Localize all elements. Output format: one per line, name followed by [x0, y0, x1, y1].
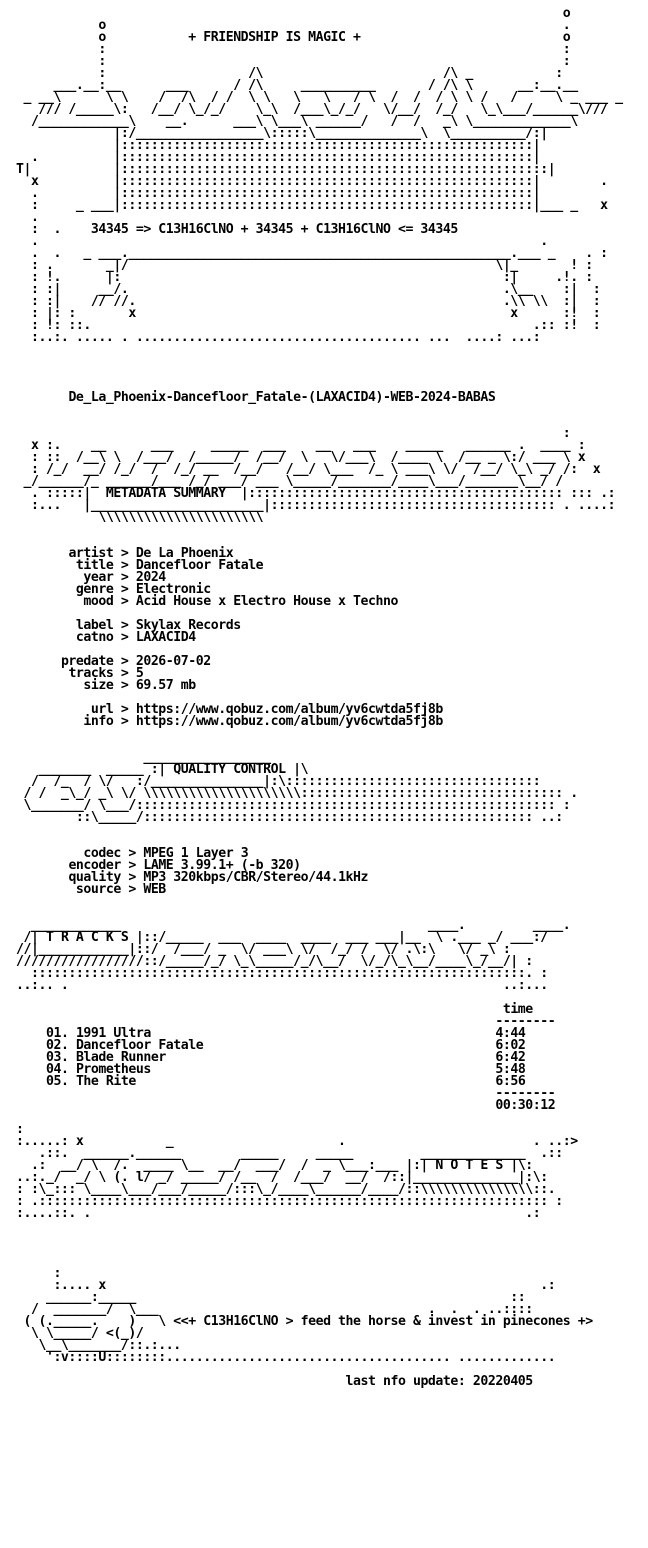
quality-art-5: \_______/ \___/:::::::::::::::::::::::::::::::::::::::::::::::::::::::: : — [16, 798, 571, 813]
pad — [16, 714, 83, 729]
track-time-4: 5:48 — [495, 1062, 526, 1077]
track-title-3: Blade Runner — [75, 1050, 166, 1065]
header-art-line: |:/_________________\:::::\______________\ \__________/:| — [16, 126, 548, 141]
footer-art-1: : — [16, 1266, 61, 1281]
metadata-art-line: \\\\\\\\\\\\\\\\\\\\\\ — [16, 510, 264, 525]
metadata-art-line: :... |_______________________|:::::::::::::::::::::::::::::::::::::: . ....: — [16, 498, 616, 513]
footer-art-8: ':v::::U::::::::...................................... ............. — [16, 1350, 556, 1365]
header-art-line: o — [16, 6, 571, 21]
genre-label: genre — [75, 582, 114, 597]
last-update: last nfo update: 20220405 — [345, 1374, 533, 1389]
quality-label: quality — [68, 870, 121, 885]
info-link[interactable]: https://www.qobuz.com/album/yv6cwtda5fj8b — [135, 714, 443, 729]
notes-art-4: .: __/ \ /. ____ \__ __/ ___/ / _ \___:___ |:| — [16, 1158, 436, 1173]
lower-art-line: . . _ ___.___________________________________________________.___ _ . : — [16, 246, 608, 261]
track-title-1: 1991 Ultra — [75, 1026, 151, 1041]
catno-label: catno — [75, 630, 114, 645]
tracks-title: T R A C K S — [45, 930, 129, 945]
genre-value: Electronic — [135, 582, 211, 597]
notes-art-8: :....::. . .: — [16, 1206, 541, 1221]
url-link[interactable]: https://www.qobuz.com/album/yv6cwtda5fj8b — [135, 702, 443, 717]
tracks-label: tracks — [68, 666, 114, 681]
quality-art-2b: |\ — [285, 762, 309, 777]
header-art-line: : _ ___|:::::::::::::::::::::::::::::::::::::::::::::::::::::::|___ _ x — [16, 198, 608, 213]
lower-art-line: . . — [16, 234, 548, 249]
footer-art-2: :.... x .: — [16, 1278, 556, 1293]
encoder-label: encoder — [68, 858, 121, 873]
year-label: year — [83, 570, 114, 585]
quality-art-3: / /_ / \/ :/_______________|:\:::::::::::::::::::::::::::::::::: — [16, 774, 541, 789]
header-art-line: ___.__:__ ___ / /\ __________ / /\ \ __:__.__ — [16, 78, 578, 93]
release-indent — [16, 390, 68, 405]
header-art-line: _ __\ \ \ / /\ / / \ \ \ \ / \ / / / \ \ / / \ _ ___ _ — [16, 90, 623, 105]
quality-value: MP3 320kbps/CBR/Stereo/44.1kHz — [143, 870, 369, 885]
quality-title: QUALITY CONTROL — [173, 762, 286, 777]
tracks-art-2b: |::/_____ ___ ____ ____ ___ ___|__ \ .___ _/ ___:/ — [128, 930, 548, 945]
mood-label: mood — [83, 594, 114, 609]
metadata-title-row: . :::::| — [16, 486, 106, 501]
header-art-line: T| |:::::::::::::::::::::::::::::::::::::::::::::::::::::::::| — [16, 162, 556, 177]
metadata-art-line: x :. __ ___ _____ ___ __ ___ _____ ______ . ____ : — [16, 438, 586, 453]
lower-art-line: : . _|/ \|_ ! : — [16, 258, 593, 273]
header-art-line: . |:::::::::::::::::::::::::::::::::::::::::::::::::::::::| — [16, 150, 541, 165]
header-art-line: x |:::::::::::::::::::::::::::::::::::::::::::::::::::::::| . — [16, 174, 608, 189]
metadata-title-tail: |:::::::::::::::::::::::::::::::::::::::::: ::: .: — [225, 486, 616, 501]
title-value: Dancefloor Fatale — [135, 558, 264, 573]
codec-label: codec — [83, 846, 121, 861]
metadata-title: METADATA SUMMARY — [105, 486, 226, 501]
header-art-line: . |:::::::::::::::::::::::::::::::::::::::::::::::::::::::| — [16, 186, 541, 201]
track-time-1: 4:44 — [495, 1026, 526, 1041]
notes-art-6: : :\_::: \____\___/___/_____/:::\_/____\______/____/::\\\\\\\\\\\\\\\::. — [16, 1182, 556, 1197]
time-rule-top: -------- — [16, 1014, 556, 1029]
catno-value: LAXACID4 — [135, 630, 196, 645]
predate-value: 2026-07-02 — [135, 654, 211, 669]
tracks-art-4: /////////////////::/_____/_/ \_\_____/_/\__/ \/_/\_\__/____\_/__/| : — [16, 954, 533, 969]
quality-art-1: _________________ — [16, 750, 271, 765]
year-value: 2024 — [135, 570, 166, 585]
notes-art-1: : — [16, 1122, 24, 1137]
track-time-5: 6:56 — [495, 1074, 526, 1089]
release-name: De_La_Phoenix-Dancefloor_Fatale-(LAXACID4)-WEB-2024-BABAS — [68, 390, 496, 405]
header-art-line: : : — [16, 42, 571, 57]
metadata-header-bottom — [16, 500, 623, 524]
notes-art-4b: |\: — [502, 1158, 533, 1173]
quality-art-2: _______ _____ :| — [16, 762, 174, 777]
header-art-line: . — [16, 210, 39, 225]
tracks-art-3: //|____________|::/ /___/ _ \/ ___\ \/ /_/ / \/ .\:\ \/ _\ : — [16, 942, 511, 957]
footer-message: <<+ C13H16ClNO > feed the horse & invest in pinecones +> — [173, 1314, 593, 1329]
mood-value: Acid House x Electro House x Techno — [135, 594, 398, 609]
track-title-5: The Rite — [75, 1074, 136, 1089]
header-art-line: o + FRIENDSHIP IS MAGIC + o — [16, 30, 571, 45]
metadata-art-line: : :: /__\ \ /___/ /_____/ /__/ \ \/___\ /____ \ /__ _ \:/ ___ \ x — [16, 450, 586, 465]
header-art-line: o . — [16, 18, 571, 33]
metadata-header-top — [16, 428, 623, 488]
pad — [16, 1374, 346, 1389]
track-title-2: Dancefloor Fatale — [75, 1038, 204, 1053]
track-num-4: 04. — [45, 1062, 69, 1077]
nfo-text: o o . o + FRIENDSHIP IS MAGIC + o : : : : : /\ /\ _ : ___.__:__ ___ / /\ __________ / /\ \ __:__.__ _ __\ \ \ / /\ / / \ \ \ \ / \ / / / \ \ / / \ _ ___ _ /// /_____\: /__/ \_/_/ \_\ /___\_/_/ \/__/ /_/ \_\___/______\/// /____________\ __. ___\ \___\ ______/ / / _\ \_____________\ |:/_________________\:::::\______________\ \__________/:| |:::::::::::::::::::::::::::::::::::::::::::::::::::::::| . |:::::::::::::::::::::::::::::::::::::::::::::::::::::::| T| |:::::::::::::::::::::::::::::::::::::::::::::::::::::::::| x |:::::::::::::::::::::::::::::::::::::::::::::::::::::::| . . |:::::::::::::::::::::::::::::::::::::::::::::::::::::::| : _ ___|:::::::::::::::::::::::::::::::::::::::::::::::::::::::|___ _ x . : . 34345 => C13H16ClNO + 34345 + C13H16ClNO <= 34345 . . . . _ ___.___________________________________________________.___ _ . : : . _|/ \|_ ! : : !. |: :| .!. : : :| __/. .\__ :| : : :| // //. .\\ \\ :| : : |: : x x :! : : !: ::. .:: :! : :..:. ..... . ...................................... ... ....: ...: De_La_Phoenix-Dancefloor_Fatale-(LAXACID4)-WEB-2024-BABAS : x :. __ ___ _____ ___ __ ___ _____ ______ . ____ : : :: /__\ \ /___/ /_____/ /__/ \ \/___\ /____ \ /__ _ \:/ ___ \ x : /_/ __/ /_/ / /_/ __ /__/ /__/ \___ /_ \ ___\ \/ /__/ \_\ _/ /: x _/______/_ ______/___ /_/ ___/ ___ \_____/_______/____\___/_______\__/ / . :::::| METADATA SUMMARY |:::::::::::::::::::::::::::::::::::::::::: ::: .: :... |_______________________|:::::::::::::::::::::::::::::::::::::: . ....: \\\\\\\\\\\\\\\\\\\\\\ artist > De La Phoenix title > Dancefloor Fatale year > 2024 genre > Electronic mood > Acid House x Electro House x Techno label > Skylax Records catno > LAXACID4 predate > 2026-07-02 tracks > 5 size > 69.57 mb url > https://www.qobuz.com/album/yv6cwtda5fj8b info > https://www.qobuz.com/album/yv6cwtda5fj8b _________________ _______ _____ :| QUALITY CONTROL |\ / /_ / \/ :/_______________|:\:::::::::::::::::::::::::::::::::: / / _\_/ _\ \/ \\\\\\\\\\\\\\\\\\\\\::::::::::::::::::::::::::::::::::: . \_______/ \___/:::::::::::::::::::::::::::::::::::::::::::::::::::::::: : ::\_____/:::::::::::::::::::::::::::::::::::::::::::::::::::: ..: codec > MPEG 1 Layer 3 encoder > LAME 3.99.1+ (-b 320) quality > MP3 320kbps/CBR/Stereo/44.1kHz source > WEB ____________ ____. ____. /| T R A C K S |::/_____ ___ ____ ____ ___ ___|__ \ .___ _/ ___:/ //|____________|::/ /___/ _ \/ ___\ \/ /_/ / \/ .\:\ \/ _\ : /////////////////::/_____/_/ \_\_____/_/\__/ \/_/\_\__/____\_/__/| : ::::::::::::::::::::::::::::::::::::::::::::::::::::::::::::::::::. : ..:.. . ..:... time -------- 01. 1991 Ultra 4:44 02. Dancefloor Fatale 6:02 03. Blade Runner 6:42 04. Prometheus 5:48 05. The Rite 6:56 -------- 00:30:12 : :.....: x _ . . ..:> .::. ______.______ _____ _____ ______________ .:: .: __/ \ /. ____ \__ __/ ___/ / _ \___:___ |:| N O T E S |\: ..:._/ _/ \ (. l/ _/ _____/ /__ / /___/ __/ /::|______________|:\: : :\_::: \____\___/___/_____/:::\_/____\______/____/::\\\\\\\\\\\\\\\::. : .:::::::::::::::::::::::::::::::::::::::::::::::::::::::::::::::::::: : :....::. . .: : :.... x .: ______:_____ :: / _______/ \___ . . . ..:::: ( (._____. ) \ <<+ C13H16ClNO > feed the horse & invest in pinecones +> \ \_____/ <(_)/ \__\_______/::.:... ':v::::U::::::::...................................... ............. last nfo update: 20220405 — [16, 6, 623, 1389]
header-art — [16, 8, 623, 224]
notes-art-7: : .:::::::::::::::::::::::::::::::::::::::::::::::::::::::::::::::::::: : — [16, 1194, 563, 1209]
track-title-4: Prometheus — [75, 1062, 151, 1077]
track-num-3: 03. — [45, 1050, 69, 1065]
pad — [16, 594, 83, 609]
lower-art-line: : !. |: :| .!. : — [16, 270, 593, 285]
tracks-value: 5 — [135, 666, 144, 681]
footer-art-3: ______:_____ :: — [16, 1290, 526, 1305]
url-label[interactable]: url — [90, 702, 114, 717]
metadata-art-line: _/______/_ ______/___ /_/ ___/ ___ \_____/_______/____\___/_______\__/ / — [16, 474, 563, 489]
artist-value: De La Phoenix — [135, 546, 234, 561]
quality-art-6: ::\_____/:::::::::::::::::::::::::::::::::::::::::::::::::::: ..: — [16, 810, 563, 825]
track-time-2: 6:02 — [495, 1038, 526, 1053]
track-num-2: 02. — [45, 1038, 69, 1053]
size-label: size — [83, 678, 114, 693]
lower-art-line: : :| // //. .\\ \\ :| : — [16, 294, 601, 309]
footer-art-7: \__\_______/::.:... — [16, 1338, 181, 1353]
header-art-line: : : — [16, 54, 571, 69]
header-art-line: /// /_____\: /__/ \_/_/ \_\ /___\_/_/ \/__/ /_/ \_\___/______\/// — [16, 102, 608, 117]
metadata-art-line: : — [16, 426, 571, 441]
time-header: time — [502, 1002, 533, 1017]
pad — [16, 882, 76, 897]
predate-label: predate — [60, 654, 114, 669]
metadata-art-line: : /_/ __/ /_/ / /_/ __ /__/ /__/ \___ /_ \ ___\ \/ /__/ \_\ _/ /: x — [16, 462, 601, 477]
tracks-art-1: ____________ ____. ____. — [16, 918, 571, 933]
lower-art-line: : |: : x x :! : — [16, 306, 601, 321]
lower-art — [16, 236, 623, 344]
track-num-1: 01. — [45, 1026, 69, 1041]
tracks-art-6: ..:.. . ..:... — [16, 978, 548, 993]
source-value: WEB — [143, 882, 166, 897]
notes-title: N O T E S — [435, 1158, 503, 1173]
codec-value: MPEG 1 Layer 3 — [143, 846, 249, 861]
encoder-value: LAME 3.99.1+ (-b 320) — [143, 858, 301, 873]
pad — [16, 678, 83, 693]
label-value: Skylax Records — [135, 618, 241, 633]
formula-line: : . 34345 => C13H16ClNO + 34345 + C13H16ClNO <= 34345 — [16, 222, 458, 237]
title-label: title — [75, 558, 114, 573]
label-label: label — [75, 618, 114, 633]
artist-label: artist — [68, 546, 114, 561]
header-art-line: |:::::::::::::::::::::::::::::::::::::::::::::::::::::::| — [16, 138, 541, 153]
size-value: 69.57 mb — [135, 678, 196, 693]
info-label: info — [83, 714, 114, 729]
footer-art-5: ( (._____. ) \ — [16, 1314, 174, 1329]
quality-art-4: / / _\_/ _\ \/ \\\\\\\\\\\\\\\\\\\\\::::::::::::::::::::::::::::::::::: . — [16, 786, 578, 801]
source-label: source — [75, 882, 121, 897]
pad — [16, 1098, 495, 1113]
track-time-3: 6:42 — [495, 1050, 526, 1065]
footer-art-4: / _______/ \___ . . . ..:::: — [16, 1302, 533, 1317]
tracks-art-5: ::::::::::::::::::::::::::::::::::::::::::::::::::::::::::::::::::. : — [16, 966, 548, 981]
track-num-5: 05. — [45, 1074, 69, 1089]
header-art-line: : /\ /\ _ : — [16, 66, 563, 81]
notes-art-5: ..:._/ _/ \ (. l/ _/ _____/ /__ / /___/ __/ /::|______________|:\: — [16, 1170, 548, 1185]
pad — [16, 630, 76, 645]
lower-art-line: : :| __/. .\__ :| : — [16, 282, 601, 297]
lower-art-line: :..:. ..... . ...................................... ... ....: ...: — [16, 330, 541, 345]
time-rule-bottom: -------- — [16, 1086, 556, 1101]
footer-art-6: \ \_____/ <(_)/ — [16, 1326, 144, 1341]
notes-art-3: .::. ______.______ _____ _____ ______________ .:: — [16, 1146, 563, 1161]
header-art-line: /____________\ __. ___\ \___\ ______/ / / _\ \_____________\ — [16, 114, 578, 129]
tracks-total: 00:30:12 — [495, 1098, 556, 1113]
tracks-art-2: /| — [16, 930, 46, 945]
lower-art-line: : !: ::. .:: :! : — [16, 318, 601, 333]
notes-art-2: :.....: x _ . . ..:> — [16, 1134, 578, 1149]
